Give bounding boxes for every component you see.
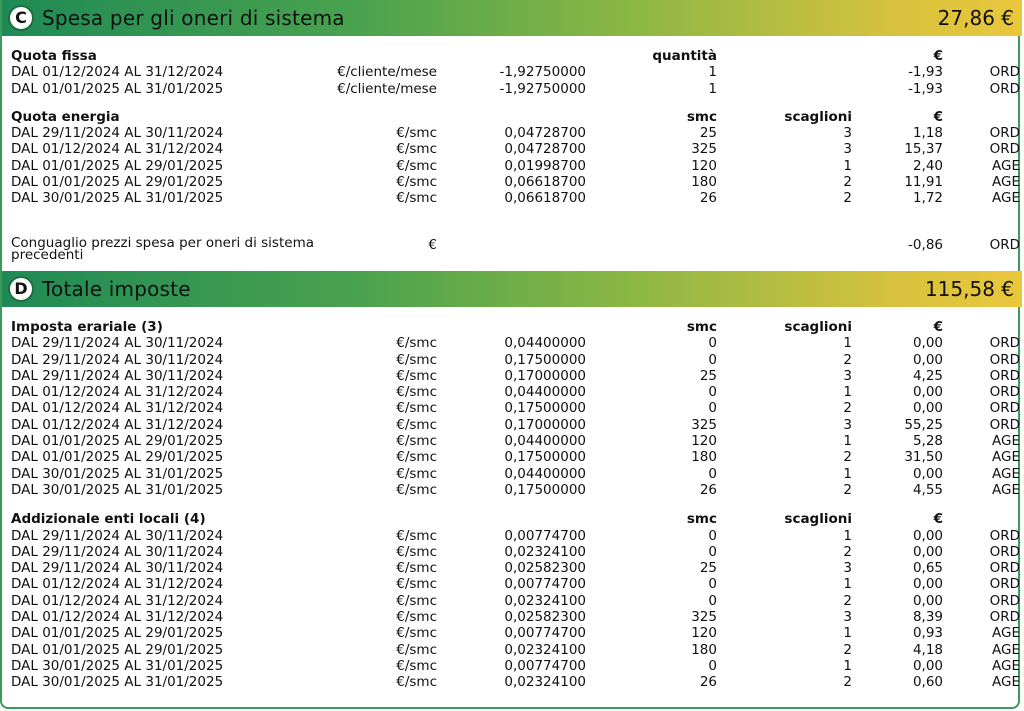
col-header-tier: scaglioni xyxy=(784,108,852,125)
table-row xyxy=(2,544,1022,560)
section-c-badge: C xyxy=(8,5,34,31)
row-code: ORD xyxy=(989,384,1020,401)
row-unit: €/smc xyxy=(396,641,437,658)
section-c-title: Spesa per gli oneri di sistema xyxy=(42,6,345,30)
row-period: DAL 30/01/2025 AL 31/01/2025 xyxy=(11,190,224,207)
row-price: 0,17500000 xyxy=(504,351,586,368)
row-code: ORD xyxy=(989,592,1020,609)
section-d-amount: 115,58 € xyxy=(924,277,1014,301)
table-row xyxy=(2,560,1022,576)
row-price: 0,00774700 xyxy=(504,657,586,674)
row-unit: €/smc xyxy=(396,481,437,498)
row-period: DAL 01/01/2025 AL 29/01/2025 xyxy=(11,449,224,466)
section-d-title: Totale imposte xyxy=(42,277,191,301)
row-amount: 1,72 xyxy=(912,190,943,207)
row-period: DAL 29/11/2024 AL 30/11/2024 xyxy=(11,543,224,560)
table-row xyxy=(2,64,1022,80)
row-qty: 0 xyxy=(708,351,717,368)
row-amount: 8,39 xyxy=(912,609,943,626)
row-code: AGE xyxy=(992,449,1020,466)
row-amount: 11,91 xyxy=(904,174,943,191)
table-row xyxy=(2,576,1022,592)
row-unit: €/smc xyxy=(396,141,437,158)
table-row xyxy=(2,625,1022,641)
row-unit: €/smc xyxy=(396,433,437,450)
row-tier: 1 xyxy=(843,157,852,174)
imposta-erariale-header xyxy=(2,319,1022,335)
row-price: 0,17500000 xyxy=(504,481,586,498)
row-unit: €/smc xyxy=(396,384,437,401)
row-period: DAL 01/01/2025 AL 29/01/2025 xyxy=(11,174,224,191)
row-period: DAL 29/11/2024 AL 30/11/2024 xyxy=(11,527,224,544)
row-price: 0,04400000 xyxy=(504,465,586,482)
col-header-qty: quantità xyxy=(652,48,717,64)
row-code: ORD xyxy=(989,527,1020,544)
row-qty: 180 xyxy=(691,449,717,466)
row-qty: 1 xyxy=(708,80,717,97)
row-price: 0,02324100 xyxy=(504,592,586,609)
addizionale-header xyxy=(2,511,1022,527)
row-code: ORD xyxy=(989,576,1020,593)
row-code: ORD xyxy=(989,609,1020,626)
row-price: 0,17500000 xyxy=(504,400,586,417)
row-code: AGE xyxy=(992,174,1020,191)
row-tier: 3 xyxy=(843,560,852,577)
row-price: 0,06618700 xyxy=(504,190,586,207)
row-tier: 3 xyxy=(843,141,852,158)
row-code: AGE xyxy=(992,157,1020,174)
spacer xyxy=(2,97,1022,109)
row-tier: 1 xyxy=(843,657,852,674)
row-period: DAL 01/12/2024 AL 31/12/2024 xyxy=(11,384,224,401)
imposta-erariale-rows xyxy=(2,335,1022,498)
row-price: 0,01998700 xyxy=(504,157,586,174)
row-amount: 0,00 xyxy=(912,576,943,593)
row-amount: 0,00 xyxy=(912,592,943,609)
row-code: AGE xyxy=(992,657,1020,674)
row-amount: 15,37 xyxy=(904,141,943,158)
row-code: AGE xyxy=(992,625,1020,642)
section-d-header xyxy=(2,271,1022,307)
row-tier: 1 xyxy=(843,384,852,401)
row-qty: 0 xyxy=(708,576,717,593)
table-row xyxy=(2,528,1022,544)
row-period: DAL 29/11/2024 AL 30/11/2024 xyxy=(11,367,224,384)
row-unit: €/smc xyxy=(396,351,437,368)
row-unit: €/smc xyxy=(396,125,437,142)
section-c-header xyxy=(2,0,1022,36)
row-unit: €/smc xyxy=(396,400,437,417)
row-tier: 2 xyxy=(843,174,852,191)
row-price: 0,17000000 xyxy=(504,367,586,384)
row-price: -1,92750000 xyxy=(499,80,586,97)
row-unit: €/smc xyxy=(396,190,437,207)
row-period: DAL 01/01/2025 AL 29/01/2025 xyxy=(11,641,224,658)
row-unit: €/smc xyxy=(396,527,437,544)
row-code: ORD xyxy=(989,416,1020,433)
row-tier: 1 xyxy=(843,465,852,482)
quota-fissa-label: Quota fissa xyxy=(11,48,97,64)
row-amount: 31,50 xyxy=(904,449,943,466)
row-qty: 0 xyxy=(708,400,717,417)
section-c-amount: 27,86 € xyxy=(937,6,1014,30)
col-header-qty: smc xyxy=(686,319,717,335)
row-amount: 55,25 xyxy=(904,416,943,433)
quota-energia-header xyxy=(2,109,1022,125)
row-qty: 180 xyxy=(691,174,717,191)
row-period: DAL 01/12/2024 AL 31/12/2024 xyxy=(11,609,224,626)
imposta-erariale-label: Imposta erariale (3) xyxy=(11,319,163,335)
conguaglio-label: Conguaglio prezzi spesa per oneri di sistema precedenti xyxy=(11,234,314,263)
row-tier: 3 xyxy=(843,416,852,433)
table-row xyxy=(2,335,1022,351)
row-period: DAL 30/01/2025 AL 31/01/2025 xyxy=(11,674,224,691)
table-row xyxy=(2,449,1022,465)
row-qty: 0 xyxy=(708,543,717,560)
row-period: DAL 01/01/2025 AL 31/01/2025 xyxy=(11,80,224,97)
row-qty: 26 xyxy=(699,190,717,207)
conguaglio-row xyxy=(2,234,1022,267)
table-row xyxy=(2,384,1022,400)
row-period: DAL 30/01/2025 AL 31/01/2025 xyxy=(11,481,224,498)
row-code: ORD xyxy=(989,400,1020,417)
row-tier: 2 xyxy=(843,481,852,498)
row-unit: €/smc xyxy=(396,560,437,577)
row-qty: 26 xyxy=(699,481,717,498)
row-tier: 1 xyxy=(843,625,852,642)
table-row xyxy=(2,81,1022,97)
row-period: DAL 01/12/2024 AL 31/12/2024 xyxy=(11,141,224,158)
row-qty: 26 xyxy=(699,674,717,691)
row-tier: 2 xyxy=(843,351,852,368)
row-amount: -1,93 xyxy=(908,64,943,81)
row-price: 0,00774700 xyxy=(504,625,586,642)
row-amount: 0,60 xyxy=(912,674,943,691)
row-price: 0,04400000 xyxy=(504,335,586,352)
row-price: 0,02324100 xyxy=(504,641,586,658)
table-row xyxy=(2,352,1022,368)
row-unit: €/smc xyxy=(396,449,437,466)
spacer xyxy=(2,207,1022,237)
table-row xyxy=(2,174,1022,190)
row-price: 0,00774700 xyxy=(504,576,586,593)
row-amount: 0,00 xyxy=(912,351,943,368)
table-row xyxy=(2,433,1022,449)
row-amount: 0,00 xyxy=(912,657,943,674)
row-price: 0,17000000 xyxy=(504,416,586,433)
table-row xyxy=(2,593,1022,609)
table-row xyxy=(2,417,1022,433)
quota-fissa-header xyxy=(2,48,1022,64)
row-period: DAL 01/12/2024 AL 31/12/2024 xyxy=(11,576,224,593)
conguaglio-amount: -0,86 xyxy=(908,236,943,253)
row-amount: 4,18 xyxy=(912,641,943,658)
row-amount: 1,18 xyxy=(912,125,943,142)
row-unit: €/smc xyxy=(396,157,437,174)
row-qty: 0 xyxy=(708,527,717,544)
row-tier: 1 xyxy=(843,527,852,544)
row-period: DAL 01/12/2024 AL 31/12/2024 xyxy=(11,416,224,433)
row-price: 0,17500000 xyxy=(504,449,586,466)
row-code: AGE xyxy=(992,190,1020,207)
row-amount: 4,25 xyxy=(912,367,943,384)
row-tier: 3 xyxy=(843,125,852,142)
row-amount: 0,00 xyxy=(912,527,943,544)
row-qty: 120 xyxy=(691,157,717,174)
row-amount: 0,00 xyxy=(912,543,943,560)
row-amount: 0,00 xyxy=(912,465,943,482)
col-header-eur: € xyxy=(933,511,943,528)
col-header-tier: scaglioni xyxy=(784,511,852,528)
row-unit: €/smc xyxy=(396,576,437,593)
row-qty: 120 xyxy=(691,625,717,642)
row-amount: 2,40 xyxy=(912,157,943,174)
row-amount: 5,28 xyxy=(912,433,943,450)
col-header-qty: smc xyxy=(686,511,717,528)
row-tier: 2 xyxy=(843,674,852,691)
table-row xyxy=(2,158,1022,174)
row-unit: €/smc xyxy=(396,674,437,691)
row-price: 0,02582300 xyxy=(504,609,586,626)
row-price: 0,02324100 xyxy=(504,674,586,691)
row-unit: €/smc xyxy=(396,543,437,560)
row-qty: 180 xyxy=(691,641,717,658)
row-amount: 0,93 xyxy=(912,625,943,642)
row-code: ORD xyxy=(989,367,1020,384)
row-unit: €/cliente/mese xyxy=(337,80,437,97)
row-tier: 3 xyxy=(843,609,852,626)
row-qty: 25 xyxy=(699,367,717,384)
row-period: DAL 01/01/2025 AL 29/01/2025 xyxy=(11,433,224,450)
row-price: 0,04400000 xyxy=(504,384,586,401)
row-code: AGE xyxy=(992,465,1020,482)
row-tier: 2 xyxy=(843,190,852,207)
row-code: ORD xyxy=(989,351,1020,368)
table-row xyxy=(2,609,1022,625)
row-code: ORD xyxy=(989,80,1020,97)
row-price: 0,02324100 xyxy=(504,543,586,560)
col-header-tier: scaglioni xyxy=(784,319,852,335)
row-period: DAL 01/12/2024 AL 31/12/2024 xyxy=(11,400,224,417)
row-unit: €/cliente/mese xyxy=(337,64,437,81)
row-qty: 0 xyxy=(708,657,717,674)
conguaglio-unit: € xyxy=(428,236,437,253)
row-qty: 0 xyxy=(708,384,717,401)
addizionale-label: Addizionale enti locali (4) xyxy=(11,511,206,528)
row-price: 0,04400000 xyxy=(504,433,586,450)
row-unit: €/smc xyxy=(396,592,437,609)
row-unit: €/smc xyxy=(396,335,437,352)
row-period: DAL 29/11/2024 AL 30/11/2024 xyxy=(11,125,224,142)
table-row xyxy=(2,141,1022,157)
row-tier: 2 xyxy=(843,400,852,417)
row-code: ORD xyxy=(989,64,1020,81)
row-price: 0,02582300 xyxy=(504,560,586,577)
row-amount: 4,55 xyxy=(912,481,943,498)
row-unit: €/smc xyxy=(396,174,437,191)
row-price: 0,04728700 xyxy=(504,141,586,158)
section-d-badge: D xyxy=(8,276,34,302)
row-qty: 0 xyxy=(708,592,717,609)
table-row xyxy=(2,400,1022,416)
row-code: AGE xyxy=(992,674,1020,691)
row-tier: 1 xyxy=(843,433,852,450)
row-period: DAL 29/11/2024 AL 30/11/2024 xyxy=(11,351,224,368)
row-period: DAL 01/01/2025 AL 29/01/2025 xyxy=(11,625,224,642)
row-tier: 1 xyxy=(843,335,852,352)
row-tier: 2 xyxy=(843,592,852,609)
row-unit: €/smc xyxy=(396,416,437,433)
row-period: DAL 30/01/2025 AL 31/01/2025 xyxy=(11,465,224,482)
row-tier: 2 xyxy=(843,543,852,560)
col-header-eur: € xyxy=(933,108,943,125)
row-amount: 0,00 xyxy=(912,400,943,417)
row-qty: 120 xyxy=(691,433,717,450)
quota-energia-label: Quota energia xyxy=(11,108,120,125)
row-amount: 0,65 xyxy=(912,560,943,577)
row-code: ORD xyxy=(989,141,1020,158)
section-c-body xyxy=(2,48,1022,267)
row-unit: €/smc xyxy=(396,609,437,626)
row-price: 0,00774700 xyxy=(504,527,586,544)
conguaglio-code: ORD xyxy=(989,236,1020,253)
row-unit: €/smc xyxy=(396,625,437,642)
row-period: DAL 01/01/2025 AL 29/01/2025 xyxy=(11,157,224,174)
table-row xyxy=(2,125,1022,141)
row-tier: 2 xyxy=(843,449,852,466)
quota-energia-rows xyxy=(2,125,1022,206)
row-period: DAL 29/11/2024 AL 30/11/2024 xyxy=(11,560,224,577)
row-price: -1,92750000 xyxy=(499,64,586,81)
row-qty: 325 xyxy=(691,141,717,158)
row-qty: 325 xyxy=(691,416,717,433)
row-tier: 1 xyxy=(843,576,852,593)
table-row xyxy=(2,482,1022,498)
row-amount: 0,00 xyxy=(912,335,943,352)
row-period: DAL 29/11/2024 AL 30/11/2024 xyxy=(11,335,224,352)
row-period: DAL 30/01/2025 AL 31/01/2025 xyxy=(11,657,224,674)
row-code: AGE xyxy=(992,433,1020,450)
row-qty: 25 xyxy=(699,560,717,577)
row-qty: 325 xyxy=(691,609,717,626)
row-code: AGE xyxy=(992,641,1020,658)
row-code: ORD xyxy=(989,560,1020,577)
section-d-body xyxy=(2,319,1022,691)
row-code: ORD xyxy=(989,543,1020,560)
table-row xyxy=(2,466,1022,482)
row-price: 0,06618700 xyxy=(504,174,586,191)
table-row xyxy=(2,368,1022,384)
row-tier: 2 xyxy=(843,641,852,658)
col-header-qty: smc xyxy=(686,108,717,125)
spacer xyxy=(2,498,1022,511)
row-code: ORD xyxy=(989,335,1020,352)
col-header-eur: € xyxy=(933,319,943,335)
table-row xyxy=(2,190,1022,206)
col-header-eur: € xyxy=(933,48,943,64)
table-row xyxy=(2,642,1022,658)
row-unit: €/smc xyxy=(396,367,437,384)
table-row xyxy=(2,658,1022,674)
table-row xyxy=(2,674,1022,690)
row-qty: 1 xyxy=(708,64,717,81)
row-unit: €/smc xyxy=(396,465,437,482)
addizionale-rows xyxy=(2,528,1022,691)
row-code: ORD xyxy=(989,125,1020,142)
row-code: AGE xyxy=(992,481,1020,498)
quota-fissa-rows xyxy=(2,64,1022,97)
row-qty: 0 xyxy=(708,335,717,352)
row-amount: -1,93 xyxy=(908,80,943,97)
row-unit: €/smc xyxy=(396,657,437,674)
row-amount: 0,00 xyxy=(912,384,943,401)
row-tier: 3 xyxy=(843,367,852,384)
row-qty: 25 xyxy=(699,125,717,142)
row-period: DAL 01/12/2024 AL 31/12/2024 xyxy=(11,592,224,609)
row-qty: 0 xyxy=(708,465,717,482)
row-price: 0,04728700 xyxy=(504,125,586,142)
row-period: DAL 01/12/2024 AL 31/12/2024 xyxy=(11,64,224,81)
